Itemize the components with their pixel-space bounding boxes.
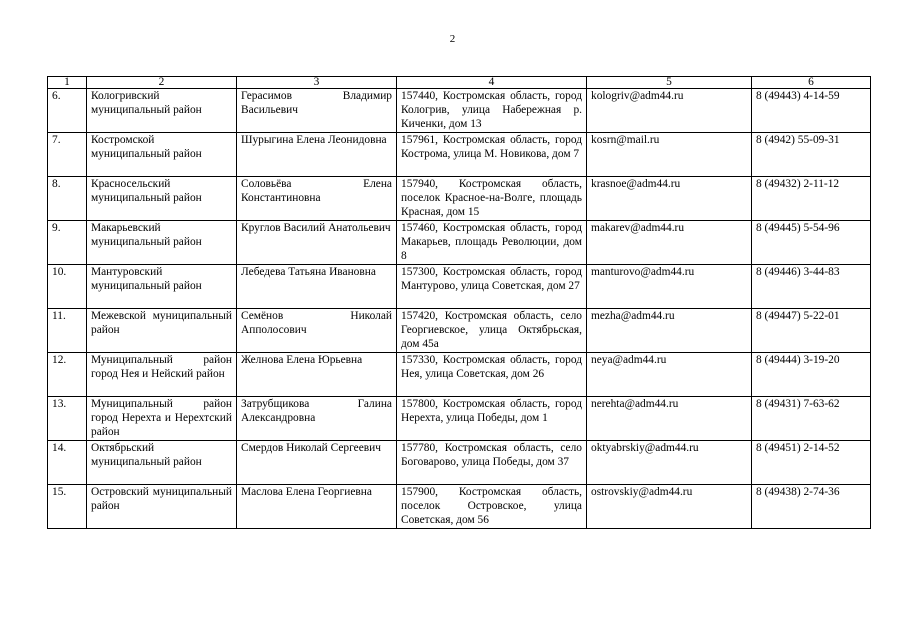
address-cell: 157780, Костромская область, село Боговарово, улица Победы, дом 37 (397, 441, 587, 485)
column-number-row (48, 77, 871, 89)
address-cell: 157440, Костромская область, город Кологрив, улица Набережная р. Киченки, дом 13 (397, 89, 587, 133)
district-name: Кологривский муниципальный район (87, 89, 237, 133)
page-number: 2 (449, 33, 456, 45)
district-contacts-table (47, 76, 871, 529)
row-number: 9. (48, 221, 87, 265)
address-cell: 157961, Костромская область, город Кострома, улица М. Новикова, дом 7 (397, 133, 587, 177)
head-name: Круглов Василий Анатольевич (237, 221, 397, 265)
row-number: 7. (48, 133, 87, 177)
address-cell: 157900, Костромская область, поселок Островское, улица Советская, дом 56 (397, 485, 587, 529)
table-row (48, 133, 871, 177)
head-name: Шурыгина Елена Леонидовна (237, 133, 397, 177)
row-number: 8. (48, 177, 87, 221)
email-cell: krasnoe@adm44.ru (587, 177, 752, 221)
address-cell: 157940, Костромская область, поселок Красное-на-Волге, площадь Красная, дом 15 (397, 177, 587, 221)
table-row (48, 485, 871, 529)
email-cell: nerehta@adm44.ru (587, 397, 752, 441)
email-cell: neya@adm44.ru (587, 353, 752, 397)
table-row (48, 265, 871, 309)
email-cell: oktyabrskiy@adm44.ru (587, 441, 752, 485)
head-name: Лебедева Татьяна Ивановна (237, 265, 397, 309)
district-name: Мантуровский муниципальный район (87, 265, 237, 309)
district-name: Островский муниципальный район (87, 485, 237, 529)
table-row (48, 353, 871, 397)
row-number: 14. (48, 441, 87, 485)
phone-cell: 8 (49438) 2-74-36 (752, 485, 871, 529)
phone-cell: 8 (49447) 5-22-01 (752, 309, 871, 353)
row-number: 13. (48, 397, 87, 441)
column-header: 1 (48, 77, 87, 89)
head-name: Маслова Елена Георгиевна (237, 485, 397, 529)
phone-cell: 8 (49431) 7-63-62 (752, 397, 871, 441)
email-cell: kologriv@adm44.ru (587, 89, 752, 133)
table-row (48, 221, 871, 265)
district-name: Макарьевский муниципальный район (87, 221, 237, 265)
district-name: Октябрьский муниципальный район (87, 441, 237, 485)
table-row (48, 309, 871, 353)
head-name: Семёнов Николай Апполосович (237, 309, 397, 353)
head-name: Соловьёва Елена Константиновна (237, 177, 397, 221)
address-cell: 157330, Костромская область, город Нея, улица Советская, дом 26 (397, 353, 587, 397)
phone-cell: 8 (49445) 5-54-96 (752, 221, 871, 265)
email-cell: ostrovskiy@adm44.ru (587, 485, 752, 529)
head-name: Желнова Елена Юрьевна (237, 353, 397, 397)
head-name: Герасимов Владимир Васильевич (237, 89, 397, 133)
row-number: 15. (48, 485, 87, 529)
column-header: 4 (397, 77, 587, 89)
table-row (48, 177, 871, 221)
row-number: 11. (48, 309, 87, 353)
row-number: 12. (48, 353, 87, 397)
address-cell: 157420, Костромская область, село Георгиевское, улица Октябрьская, дом 45а (397, 309, 587, 353)
column-header: 5 (587, 77, 752, 89)
district-name: Муниципальный район город Нея и Нейский район (87, 353, 237, 397)
row-number: 10. (48, 265, 87, 309)
district-name: Межевской муниципальный район (87, 309, 237, 353)
phone-cell: 8 (49443) 4-14-59 (752, 89, 871, 133)
district-name: Красносельский муниципальный район (87, 177, 237, 221)
phone-cell: 8 (4942) 55-09-31 (752, 133, 871, 177)
district-name: Муниципальный район город Нерехта и Нерехтский район (87, 397, 237, 441)
phone-cell: 8 (49451) 2-14-52 (752, 441, 871, 485)
column-header: 2 (87, 77, 237, 89)
column-header: 3 (237, 77, 397, 89)
head-name: Смердов Николай Сергеевич (237, 441, 397, 485)
email-cell: kosrn@mail.ru (587, 133, 752, 177)
address-cell: 157800, Костромская область, город Нерехта, улица Победы, дом 1 (397, 397, 587, 441)
address-cell: 157300, Костромская область, город Мантурово, улица Советская, дом 27 (397, 265, 587, 309)
head-name: Затрубщикова Галина Александровна (237, 397, 397, 441)
email-cell: mezha@adm44.ru (587, 309, 752, 353)
row-number: 6. (48, 89, 87, 133)
column-header: 6 (752, 77, 871, 89)
table-row (48, 441, 871, 485)
district-name: Костромской муниципальный район (87, 133, 237, 177)
phone-cell: 8 (49444) 3-19-20 (752, 353, 871, 397)
address-cell: 157460, Костромская область, город Макарьев, площадь Революции, дом 8 (397, 221, 587, 265)
email-cell: manturovo@adm44.ru (587, 265, 752, 309)
phone-cell: 8 (49446) 3-44-83 (752, 265, 871, 309)
phone-cell: 8 (49432) 2-11-12 (752, 177, 871, 221)
table-row (48, 89, 871, 133)
email-cell: makarev@adm44.ru (587, 221, 752, 265)
table-row (48, 397, 871, 441)
